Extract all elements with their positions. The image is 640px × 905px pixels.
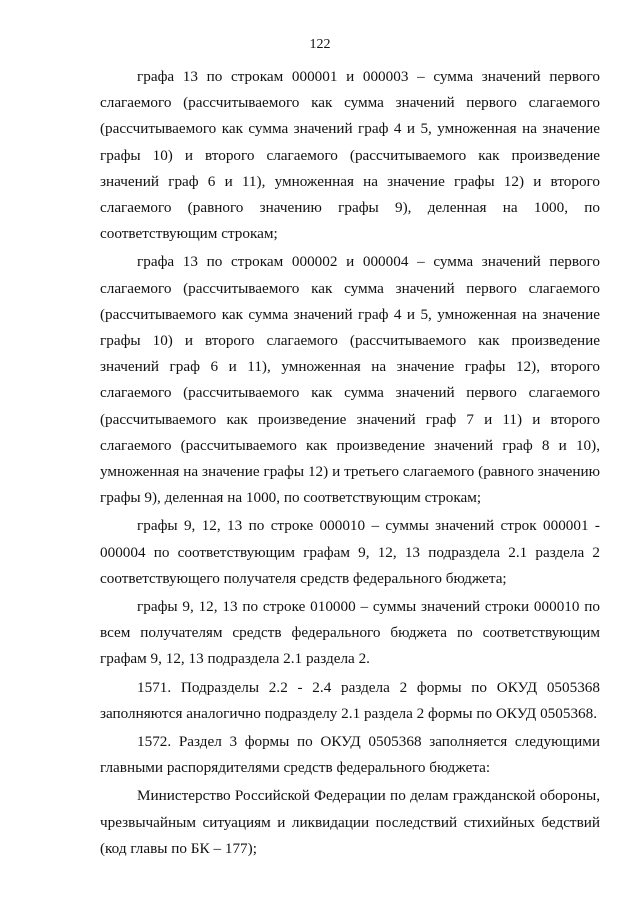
paragraph-item-1572: 1572. Раздел 3 формы по ОКУД 0505368 заполняется следующими главными распорядителями средств федерального бюджета: [100, 733, 600, 777]
document-body [100, 64, 600, 862]
paragraph-grafy-row-010000: графы 9, 12, 13 по строке 010000 – суммы значений строки 000010 по всем получателям средств федерального бюджета по соответствующим графам 9, 12, 13 подраздела 2.1 раздела 2. [100, 598, 600, 668]
page-number: 122 [309, 37, 331, 52]
paragraph-ministry-mchs: Министерство Российской Федерации по делам гражданской обороны, чрезвычайным ситуациям и ликвидации последствий стихийных бедствий (код главы по БК – 177); [100, 787, 600, 857]
paragraph-item-1571: 1571. Подразделы 2.2 - 2.4 раздела 2 формы по ОКУД 0505368 заполняются аналогично подразделу 2.1 раздела 2 формы по ОКУД 0505368. [100, 678, 600, 722]
paragraph-grafa-13-rows-2-4: графа 13 по строкам 000002 и 000004 – сумма значений первого слагаемого (рассчитываемого как сумма значений первого слагаемого (рассчитываемого как сумма значений граф 4 и 5, умноженная на значение графы 10) и второго слагаемого (рассчитываемого как произведение значений граф 6 и 11), умноженная на значение графы 12), второго слагаемого (рассчитываемого как сумма значений первого слагаемого (рассчитываемого как произведение значений граф 7 и 11) и второго слагаемого (рассчитываемого как произведение значений граф 8 и 10), умноженная на значение графы 12) и третьего слагаемого (равного значению графы 9), деленная на 1000, по соответствующим строкам; [100, 253, 600, 507]
paragraph-grafy-row-000010: графы 9, 12, 13 по строке 000010 – суммы значений строк 000001 - 000004 по соответствующим графам 9, 12, 13 подраздела 2.1 раздела 2 соответствующего получателя средств федерального бюджета; [100, 517, 600, 587]
paragraph-grafa-13-rows-1-3: графа 13 по строкам 000001 и 000003 – сумма значений первого слагаемого (рассчитываемого как сумма значений первого слагаемого (рассчитываемого как сумма значений граф 4 и 5, умноженная на значение графы 10) и второго слагаемого (рассчитываемого как произведение значений граф 6 и 11), умноженная на значение графы 12) и второго слагаемого (равного значению графы 9), деленная на 1000, по соответствующим строкам; [100, 68, 600, 243]
